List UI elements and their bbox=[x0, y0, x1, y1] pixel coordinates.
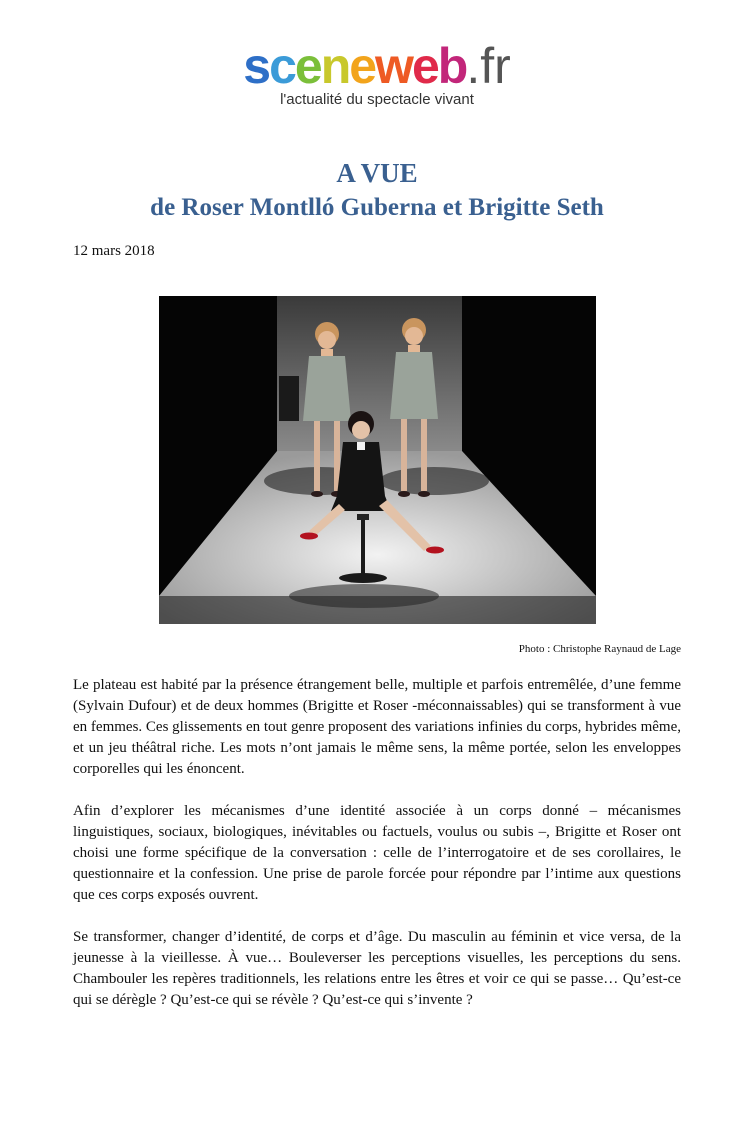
article-paragraph: Afin d’explorer les mécanismes d’une identité associée à un corps donné – mécanismes linguistiques, sociaux, biologiques, inévitables ou factuels, voulus ou subis –, Brigitte et Roser ont choisi une forme spécifique de la conversation : celle de l’interrogatoire et de ses corollaires, le questionnaire et la confession. Une prise de parole forcée pour répondre par l’intime aux questions que ces corps exposés ouvrent. bbox=[73, 803, 681, 903]
logo-letter: e bbox=[294, 38, 321, 94]
page-subtitle: de Roser Montlló Guberna et Brigitte Seth bbox=[150, 194, 604, 221]
article-paragraph: Se transformer, changer d’identité, de corps et d’âge. Du masculin au féminin et vice versa, de la jeunesse à la vieillesse. À vue… Bouleverser les perceptions visuelles, les perceptions du sens. Chambouler les repères traditionnels, les relations entre les êtres et voir ce qui se passe… Qu’est-ce qui se dérègle ? Qu’est-ce qui se révèle ? Qu’est-ce qui s’invente ? bbox=[73, 929, 681, 1008]
photo-credit: Photo : Christophe Raynaud de Lage bbox=[518, 643, 681, 655]
page-title: A VUE bbox=[336, 158, 418, 188]
sceneweb-logo[interactable] bbox=[0, 40, 754, 92]
logo-wordmark bbox=[243, 40, 511, 92]
logo-letter: e bbox=[349, 38, 376, 94]
logo-letter: w bbox=[375, 38, 412, 94]
logo-letter: b bbox=[437, 38, 467, 94]
logo-letter: c bbox=[269, 38, 295, 94]
logo-tagline: l'actualité du spectacle vivant bbox=[280, 91, 474, 108]
publication-date: 12 mars 2018 bbox=[73, 243, 155, 259]
article-body bbox=[73, 675, 681, 1032]
article-paragraph: Le plateau est habité par la présence étrangement belle, multiple et parfois entremêlée, d’une femme (Sylvain Dufour) et de deux hommes (Brigitte et Roser -méconnaissables) qui se transforment à vue en femmes. Ces glissements en tout genre proposent des variations infinies du corps, hybrides même, et un jeu théâtral riche. Les mots n’ont jamais le même sens, la même portée, selon les enveloppes corporelles qui les énoncent. bbox=[73, 677, 681, 777]
stage-photo bbox=[159, 296, 596, 624]
logo-letter: n bbox=[320, 38, 350, 94]
logo-tld: .fr bbox=[466, 38, 511, 94]
logo-letter: e bbox=[411, 38, 438, 94]
logo-letter: s bbox=[243, 38, 270, 94]
